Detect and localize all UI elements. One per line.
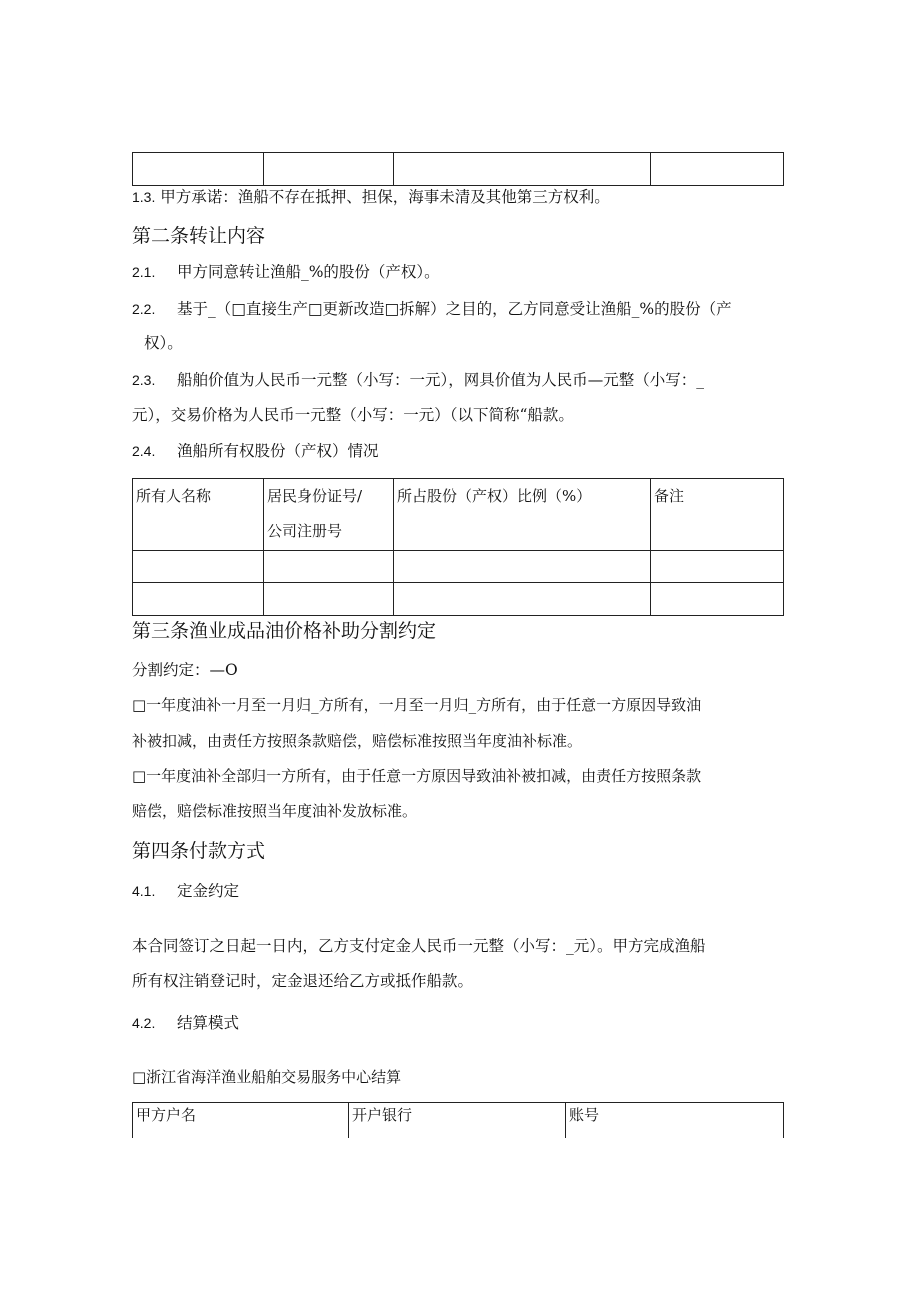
oil-subsidy-option-1-continuation: 补被扣减，由责任方按照条款赔偿，赔偿标准按照当年度油补标准。 [132, 732, 583, 750]
clause-2-1 [132, 261, 440, 283]
clause-2-3 [132, 369, 704, 391]
clause-number: 2.3. [132, 372, 156, 388]
article-3-heading: 第三条渔业成品油价格补助分割约定 [132, 620, 437, 642]
clause-4-1 [132, 880, 239, 902]
table-cell [394, 583, 651, 616]
clause-number: 2.2. [132, 301, 156, 317]
clause-number: 1.3. [132, 189, 156, 205]
table-cell [651, 551, 784, 583]
header-id-number: 居民身份证号/ 公司注册号 [264, 479, 394, 551]
clause-text: 甲方同意转让渔船_%的股份（产权）。 [176, 263, 440, 281]
deposit-text: 本合同签订之日起一日内，乙方支付定金人民币一元整（小写：_元）。甲方完成渔船 [132, 937, 706, 955]
clause-number: 2.1. [132, 264, 156, 280]
table-cell [264, 153, 394, 186]
clause-4-2 [132, 1012, 239, 1034]
table-row [133, 551, 784, 583]
table-cell [651, 153, 784, 186]
clause-2-4 [132, 440, 378, 462]
clause-number: 2.4. [132, 443, 156, 459]
table-cell [651, 583, 784, 616]
clause-title: 定金约定 [176, 882, 239, 900]
table-cell [133, 583, 264, 616]
table-row [133, 583, 784, 616]
header-account-name: 甲方户名 [133, 1103, 349, 1139]
table-cell [394, 153, 651, 186]
clause-text: 船舶价值为人民币一元整（小写：一元），网具价值为人民币—元整（小写：_ [176, 371, 704, 389]
clause-2-3-continuation: 元），交易价格为人民币一元整（小写：一元）（以下简称“船款。 [132, 406, 574, 424]
header-owner-name: 所有人名称 [133, 479, 264, 551]
ownership-table [132, 478, 784, 616]
header-share-ratio: 所占股份（产权）比例（%） [394, 479, 651, 551]
clause-number: 4.1. [132, 883, 156, 899]
table-header-row [133, 479, 784, 551]
account-table [132, 1102, 784, 1138]
article-4-heading: 第四条付款方式 [132, 840, 266, 862]
table-cell [394, 551, 651, 583]
oil-subsidy-option-1: □一年度油补一月至一月归_方所有，一月至一月归_方所有，由于任意一方原因导致油 [132, 696, 702, 714]
previous-table-tail [132, 152, 784, 186]
clause-text: 基于_（□直接生产□更新改造□拆解）之目的，乙方同意受让渔船_%的股份（产 [176, 300, 732, 318]
table-row [133, 153, 784, 186]
clause-2-2 [132, 298, 732, 320]
table-cell [264, 583, 394, 616]
clause-1-3 [132, 186, 610, 208]
settlement-option: □浙江省海洋渔业船舶交易服务中心结算 [132, 1068, 402, 1086]
clause-title: 结算模式 [176, 1014, 239, 1032]
header-remarks: 备注 [651, 479, 784, 551]
header-bank: 开户银行 [349, 1103, 566, 1139]
clause-2-2-continuation: 权）。 [144, 334, 183, 352]
table-cell [264, 551, 394, 583]
article-3-intro: 分割约定：—O [132, 661, 238, 679]
table-header-row [133, 1103, 784, 1139]
clause-number: 4.2. [132, 1015, 156, 1031]
oil-subsidy-option-2-continuation: 赔偿，赔偿标准按照当年度油补发放标准。 [132, 802, 418, 820]
clause-text: 甲方承诺：渔船不存在抵押、担保，海事未清及其他第三方权利。 [160, 188, 610, 206]
header-account-number: 账号 [566, 1103, 784, 1139]
deposit-text-continuation: 所有权注销登记时，定金退还给乙方或抵作船款。 [132, 972, 474, 990]
clause-text: 渔船所有权股份（产权）情况 [176, 442, 379, 460]
oil-subsidy-option-2: □一年度油补全部归一方所有，由于任意一方原因导致油补被扣减，由责任方按照条款 [132, 767, 702, 785]
article-2-heading: 第二条转让内容 [132, 225, 266, 247]
table-cell [133, 153, 264, 186]
table-cell [133, 551, 264, 583]
